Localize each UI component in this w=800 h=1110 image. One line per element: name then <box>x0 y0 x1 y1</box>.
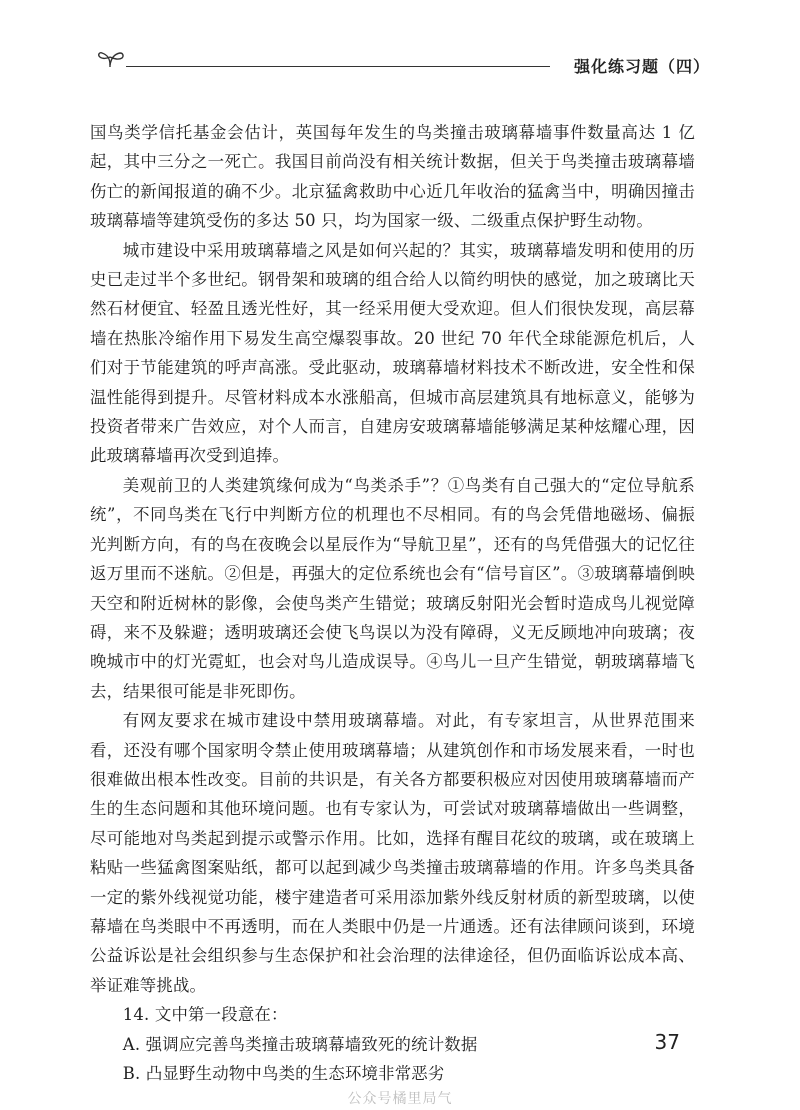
watermark: 公众号橘里局气 <box>347 1091 453 1107</box>
article-body <box>90 118 695 1088</box>
page-number: 37 <box>654 1030 680 1054</box>
paragraph-1: 国鸟类学信托基金会估计，英国每年发生的鸟类撞击玻璃幕墙事件数量高达 1 亿起，其中三分之一死亡。我国目前尚没有相关统计数据，但关于鸟类撞击玻璃幕墙伤亡的新闻报道的确不少。北京猛禽救助中心近几年收治的猛禽当中，明确因撞击玻璃幕墙等建筑受伤的多达 50 只，均为国家一级、二级重点保护野生动物。 <box>90 123 695 231</box>
sprout-icon <box>96 45 126 67</box>
header-title: 强化练习题（四） <box>573 57 710 76</box>
paragraph-3: 美观前卫的人类建筑缘何成为“鸟类杀手”？①鸟类有自己强大的“定位导航系统”，不同鸟类在飞行中判断方位的机理也不尽相同。有的鸟会凭借地磁场、偏振光判断方向，有的鸟在夜晚会以星辰作为“导航卫星”，还有的鸟凭借强大的记忆往返万里而不迷航。②但是，再强大的定位系统也会有“信号盲区”。③玻璃幕墙倒映天空和附近树林的影像，会使鸟类产生错觉；玻璃反射阳光会暂时造成鸟儿视觉障碍，来不及躲避；透明玻璃还会使飞鸟误以为没有障碍，义无反顾地冲向玻璃；夜晚城市中的灯光霓虹，也会对鸟儿造成误导。④鸟儿一旦产生错觉，朝玻璃幕墙飞去，结果很可能是非死即伤。 <box>90 475 695 701</box>
option-b: B. 凸显野生动物中鸟类的生态环境非常恶劣 <box>122 1064 445 1083</box>
paragraph-2: 城市建设中采用玻璃幕墙之风是如何兴起的？其实，玻璃幕墙发明和使用的历史已走过半个多世纪。钢骨架和玻璃的组合给人以简约明快的感觉，加之玻璃比天然石材便宜、轻盈且透光性好，其一经采用便大受欢迎。但人们很快发现，高层幕墙在热胀冷缩作用下易发生高空爆裂事故。20 世纪 70 年代全球能源危机后，人们对于节能建筑的呼声高涨。受此驱动，玻璃幕墙材料技术不断改进，安全性和保温性能得到提升。尽管材料成本水涨船高，但城市高层建筑具有地标意义，能够为投资者带来广告效应，对个人而言，自建房安玻璃幕墙能够满足某种炫耀心理，因此玻璃幕墙再次受到追捧。 <box>90 240 695 466</box>
page-header <box>0 40 800 80</box>
header-rule <box>126 66 550 67</box>
paragraph-4: 有网友要求在城市建设中禁用玻璃幕墙。对此，有专家坦言，从世界范围来看，还没有哪个国家明令禁止使用玻璃幕墙；从建筑创作和市场发展来看，一时也很难做出根本性改变。目前的共识是，有关各方都要积极应对因使用玻璃幕墙而产生的生态问题和其他环境问题。也有专家认为，可尝试对玻璃幕墙做出一些调整，尽可能地对鸟类起到提示或警示作用。比如，选择有醒目花纹的玻璃，或在玻璃上粘贴一些猛禽图案贴纸，都可以起到减少鸟类撞击玻璃幕墙的作用。许多鸟类具备一定的紫外线视觉功能，楼宇建造者可采用添加紫外线反射材质的新型玻璃，以使幕墙在鸟类眼中不再透明，而在人类眼中仍是一片通透。还有法律顾问谈到，环境公益诉讼是社会组织参与生态保护和社会治理的法律途径，但仍面临诉讼成本高、举证难等挑战。 <box>90 711 695 995</box>
question-stem: 14. 文中第一段意在： <box>122 1005 288 1025</box>
option-a: A. 强调应完善鸟类撞击玻璃幕墙致死的统计数据 <box>122 1034 478 1054</box>
question-block <box>90 1000 695 1088</box>
